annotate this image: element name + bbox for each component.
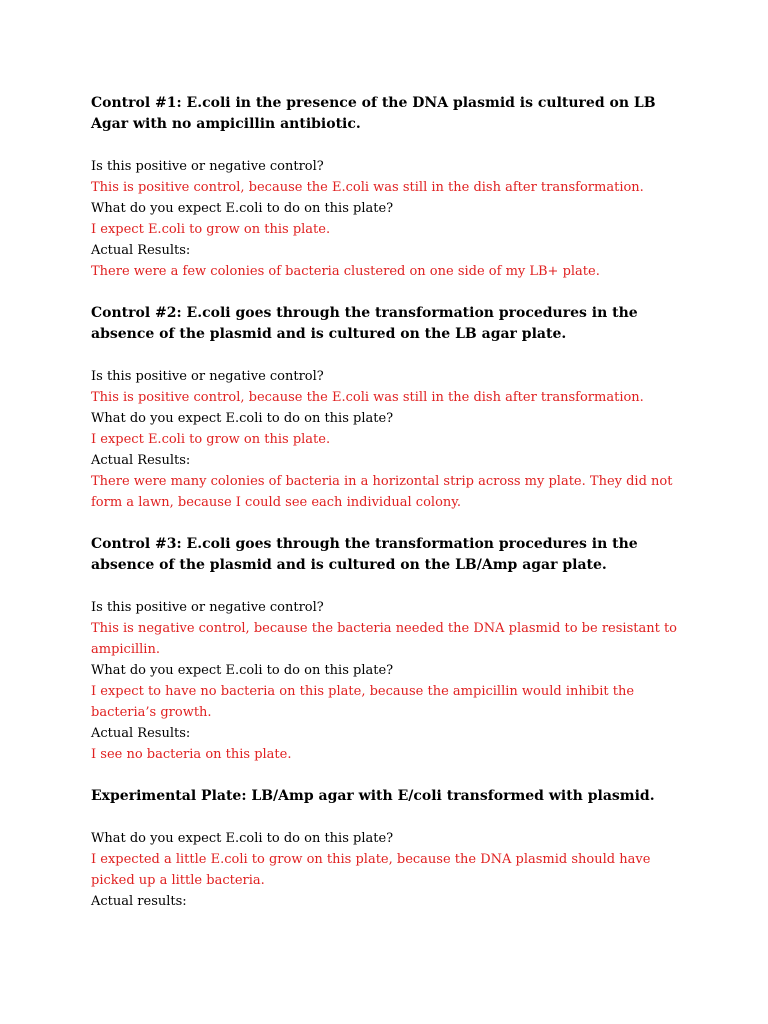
control-2-heading: Control #2: E.coli goes through the transformation procedures in the absence of the plasmid and is cultured on the LB agar plate. bbox=[91, 305, 638, 342]
section-divider bbox=[91, 765, 691, 786]
control-1-heading: Control #1: E.coli in the presence of the DNA plasmid is cultured on LB Agar with no ampicillin antibiotic. bbox=[91, 95, 656, 132]
control-3-question-expect: What do you expect E.coli to do on this plate? bbox=[91, 663, 394, 678]
experimental-section bbox=[91, 786, 691, 912]
control-3-results-label: Actual Results: bbox=[91, 726, 191, 741]
control-1-results: There were a few colonies of bacteria clustered on one side of my LB+ plate. bbox=[91, 264, 600, 279]
control-1-question-expect: What do you expect E.coli to do on this plate? bbox=[91, 201, 394, 216]
experimental-results-label: Actual results: bbox=[91, 894, 187, 909]
control-3-section bbox=[91, 534, 691, 765]
control-1-answer-type: This is positive control, because the E.coli was still in the dish after transformation. bbox=[91, 180, 644, 195]
control-2-answer-type: This is positive control, because the E.coli was still in the dish after transformation. bbox=[91, 390, 644, 405]
control-2-question-type: Is this positive or negative control? bbox=[91, 369, 324, 384]
document-page bbox=[91, 93, 691, 912]
control-2-question-expect: What do you expect E.coli to do on this plate? bbox=[91, 411, 394, 426]
experimental-question-expect: What do you expect E.coli to do on this plate? bbox=[91, 831, 394, 846]
control-2-results: There were many colonies of bacteria in a horizontal strip across my plate. They did not form a lawn, because I could see each individual colony. bbox=[91, 474, 673, 510]
control-1-answer-expect: I expect E.coli to grow on this plate. bbox=[91, 222, 331, 237]
control-2-section bbox=[91, 303, 691, 513]
control-1-results-label: Actual Results: bbox=[91, 243, 191, 258]
control-3-heading: Control #3: E.coli goes through the transformation procedures in the absence of the plasmid and is cultured on the LB/Amp agar plate. bbox=[91, 536, 638, 573]
control-3-results: I see no bacteria on this plate. bbox=[91, 747, 292, 762]
section-divider bbox=[91, 282, 691, 303]
control-3-answer-type: This is negative control, because the bacteria needed the DNA plasmid to be resistant to ampicillin. bbox=[91, 621, 677, 657]
control-3-question-type: Is this positive or negative control? bbox=[91, 600, 324, 615]
control-1-question-type: Is this positive or negative control? bbox=[91, 159, 324, 174]
control-1-section bbox=[91, 93, 691, 282]
section-divider bbox=[91, 513, 691, 534]
control-3-answer-expect: I expect to have no bacteria on this plate, because the ampicillin would inhibit the bacteria’s growth. bbox=[91, 684, 635, 720]
control-2-answer-expect: I expect E.coli to grow on this plate. bbox=[91, 432, 331, 447]
experimental-answer-expect: I expected a little E.coli to grow on this plate, because the DNA plasmid should have picked up a little bacteria. bbox=[91, 852, 651, 888]
experimental-heading: Experimental Plate: LB/Amp agar with E/coli transformed with plasmid. bbox=[91, 788, 655, 804]
control-2-results-label: Actual Results: bbox=[91, 453, 191, 468]
